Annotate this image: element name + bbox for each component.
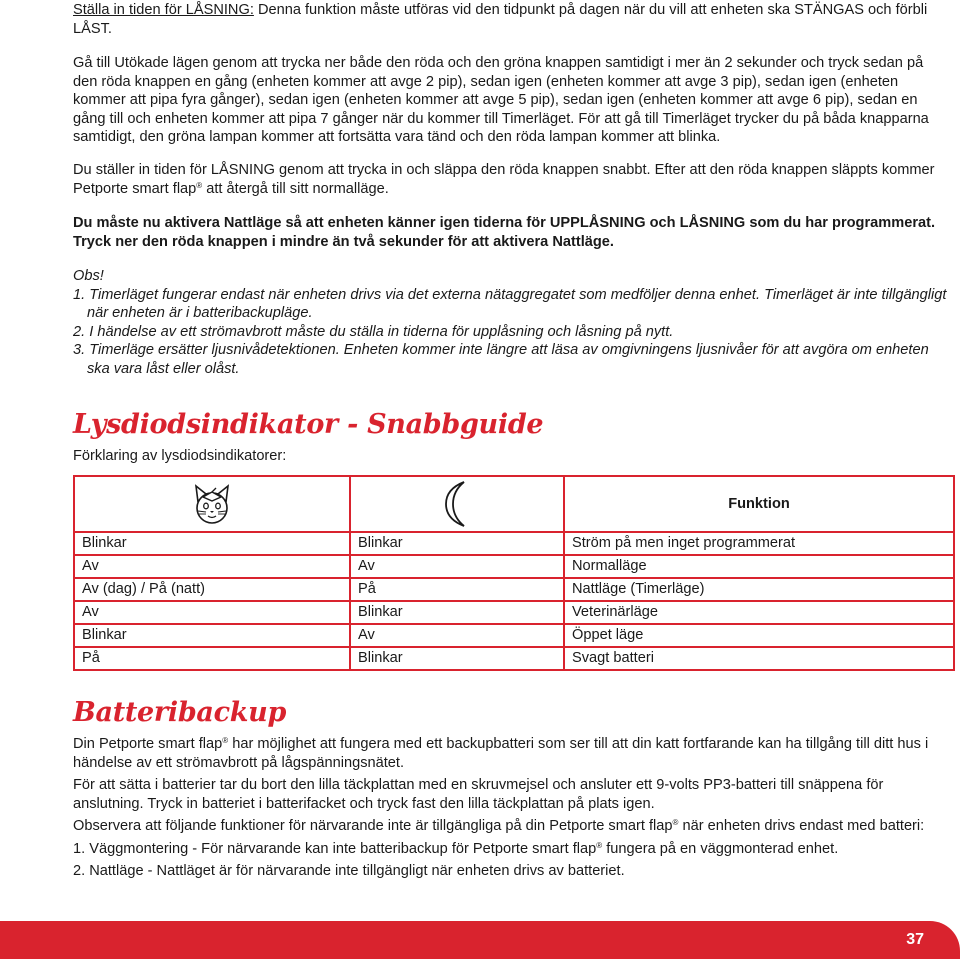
table-cell: Av [350,624,564,647]
table-cell: Ström på men inget programmerat [564,532,954,555]
registered-mark: ® [596,840,603,850]
lock-time-text: Denna funktion måste utföras vid den tidpunkt på dagen när du vill att enheten ska STÄNGAS och förbli LÅST. [73,2,928,37]
cat-column-header [74,476,350,532]
battery-install-paragraph: För att sätta i batterier tar du bort den lilla täckplattan med en skruvmejsel och ansluter ett 9-volts PP3-batteri till snäppena för anslutning. Tryck in batteriet i batterifacket och tryck fast den lilla täckplattan på plats igen. [73,777,884,812]
set-lock-text-b: att återgå till sitt normalläge. [202,180,389,197]
table-cell: Normalläge [564,555,954,578]
table-row [74,555,954,578]
advanced-mode-paragraph: Gå till Utökade lägen genom att trycka ner både den röda och den gröna knappen samtidigt i mer än 2 sekunder och tryck sedan på den röda knappen en gång (enheten kommer att avge 2 pip), sedan igen (enheten kommer att avge 3 pip), sedan igen (enheten kommer att pipa fyra gånger), sedan igen (enheten kommer att avge 5 pip), sedan igen (enheten kommer att avge 6 pip), sedan en gång till och enheten kommer att pipa 7 gånger när du kommer till Timerläget. För att gå till Timerläget trycker du på båda knapparna samtidigt, den gröna lampan kommer att fortsätta vara tänd och den röda lampan kommer att blinka. [73,55,929,145]
led-table [73,475,955,671]
night-mode-paragraph: Du måste nu aktivera Nattläge så att enheten känner igen tiderna för UPPLÅSNING och LÅSNING som du har programmerat. Tryck ner den röda knappen i mindre än två sekunder för att aktivera Nattläge. [73,215,936,250]
led-table-header [74,476,954,532]
led-subtitle: Förklaring av lysdiodsindikatorer: [73,448,287,464]
battery-list-item: 2. Nattläge - Nattläget är för närvarande inte tillgängligt när enheten drivs av batteriet. [73,863,625,879]
battery-section [73,735,951,881]
registered-mark: ® [222,736,229,745]
registered-mark: ® [196,180,203,190]
note-item: 3. Timerläge ersätter ljusnivådetektionen. Enheten kommer inte längre att läsa av omgivningens ljusnivåer för att avgöra om enheten ska vara låst eller olåst. [73,342,929,377]
table-row [74,647,954,670]
note-item: 2. I händelse av ett strömavbrott måste du ställa in tiderna för upplåsning och låsning på nytt. [73,323,674,340]
table-row [74,601,954,624]
battery-heading: Batteribackup [73,697,287,728]
table-cell: Öppet läge [564,624,954,647]
table-cell: Blinkar [350,532,564,555]
lock-time-label: Ställa in tiden för LÅSNING: [73,2,254,18]
table-cell: På [74,647,350,670]
crescent-moon-icon [442,479,472,529]
table-cell: Av [74,601,350,624]
page-number: 37 [906,931,924,948]
battery-paragraph [73,735,951,772]
table-cell: Nattläge (Timerläge) [564,578,954,601]
table-cell: Av [350,555,564,578]
table-cell: Veterinärläge [564,601,954,624]
led-heading: Lysdiodsindikator - Snabbguide [73,409,544,440]
notice-text-a: Observera att följande funktioner för närvarande inte är tillgängliga på din Petporte smart flap [73,818,673,834]
battery-notice-paragraph [73,817,951,836]
set-lock-paragraph [73,161,951,198]
item1-text-b: fungera på en väggmonterad enhet. [602,840,839,857]
table-cell: Blinkar [74,624,350,647]
notice-text-b: när enheten drivs endast med batteri: [678,818,925,834]
lock-time-paragraph [73,1,951,38]
battery-text-b: har möjlighet att fungera med ett backupbatteri som ser till att din katt fortfarande kan ha tillgång till ditt hus i händelse av ett strömavbrott på lågspänningsnätet. [73,736,929,771]
function-column-header: Funktion [564,476,954,532]
moon-column-header [350,476,564,532]
battery-text-a: Din Petporte smart flap [73,736,223,752]
note-item: 1. Timerläget fungerar endast när enheten drivs via det externa nätaggregatet som medföljer denna enhet. Timerläget är inte tillgängligt när enheten är i batteribackupläge. [73,286,947,321]
table-cell: Blinkar [350,647,564,670]
table-cell: Blinkar [350,601,564,624]
table-cell: Svagt batteri [564,647,954,670]
cat-face-icon [192,482,232,526]
table-cell: På [350,578,564,601]
notes-label: Obs! [73,268,104,284]
table-cell: Av (dag) / På (natt) [74,578,350,601]
battery-list-item [73,840,951,859]
table-row [74,578,954,601]
table-row [74,624,954,647]
table-cell: Av [74,555,350,578]
table-row [74,532,954,555]
registered-mark: ® [672,818,679,827]
page-footer-band [0,921,960,959]
item1-text-a: 1. Väggmontering - För närvarande kan inte batteribackup för Petporte smart flap [73,840,597,857]
table-cell: Blinkar [74,532,350,555]
notes-block [73,267,951,378]
set-lock-text-a: Du ställer in tiden för LÅSNING genom att trycka in och släppa den röda knappen snabbt. Efter att den röda knappen släppts kommer Petporte smart flap [73,162,935,197]
